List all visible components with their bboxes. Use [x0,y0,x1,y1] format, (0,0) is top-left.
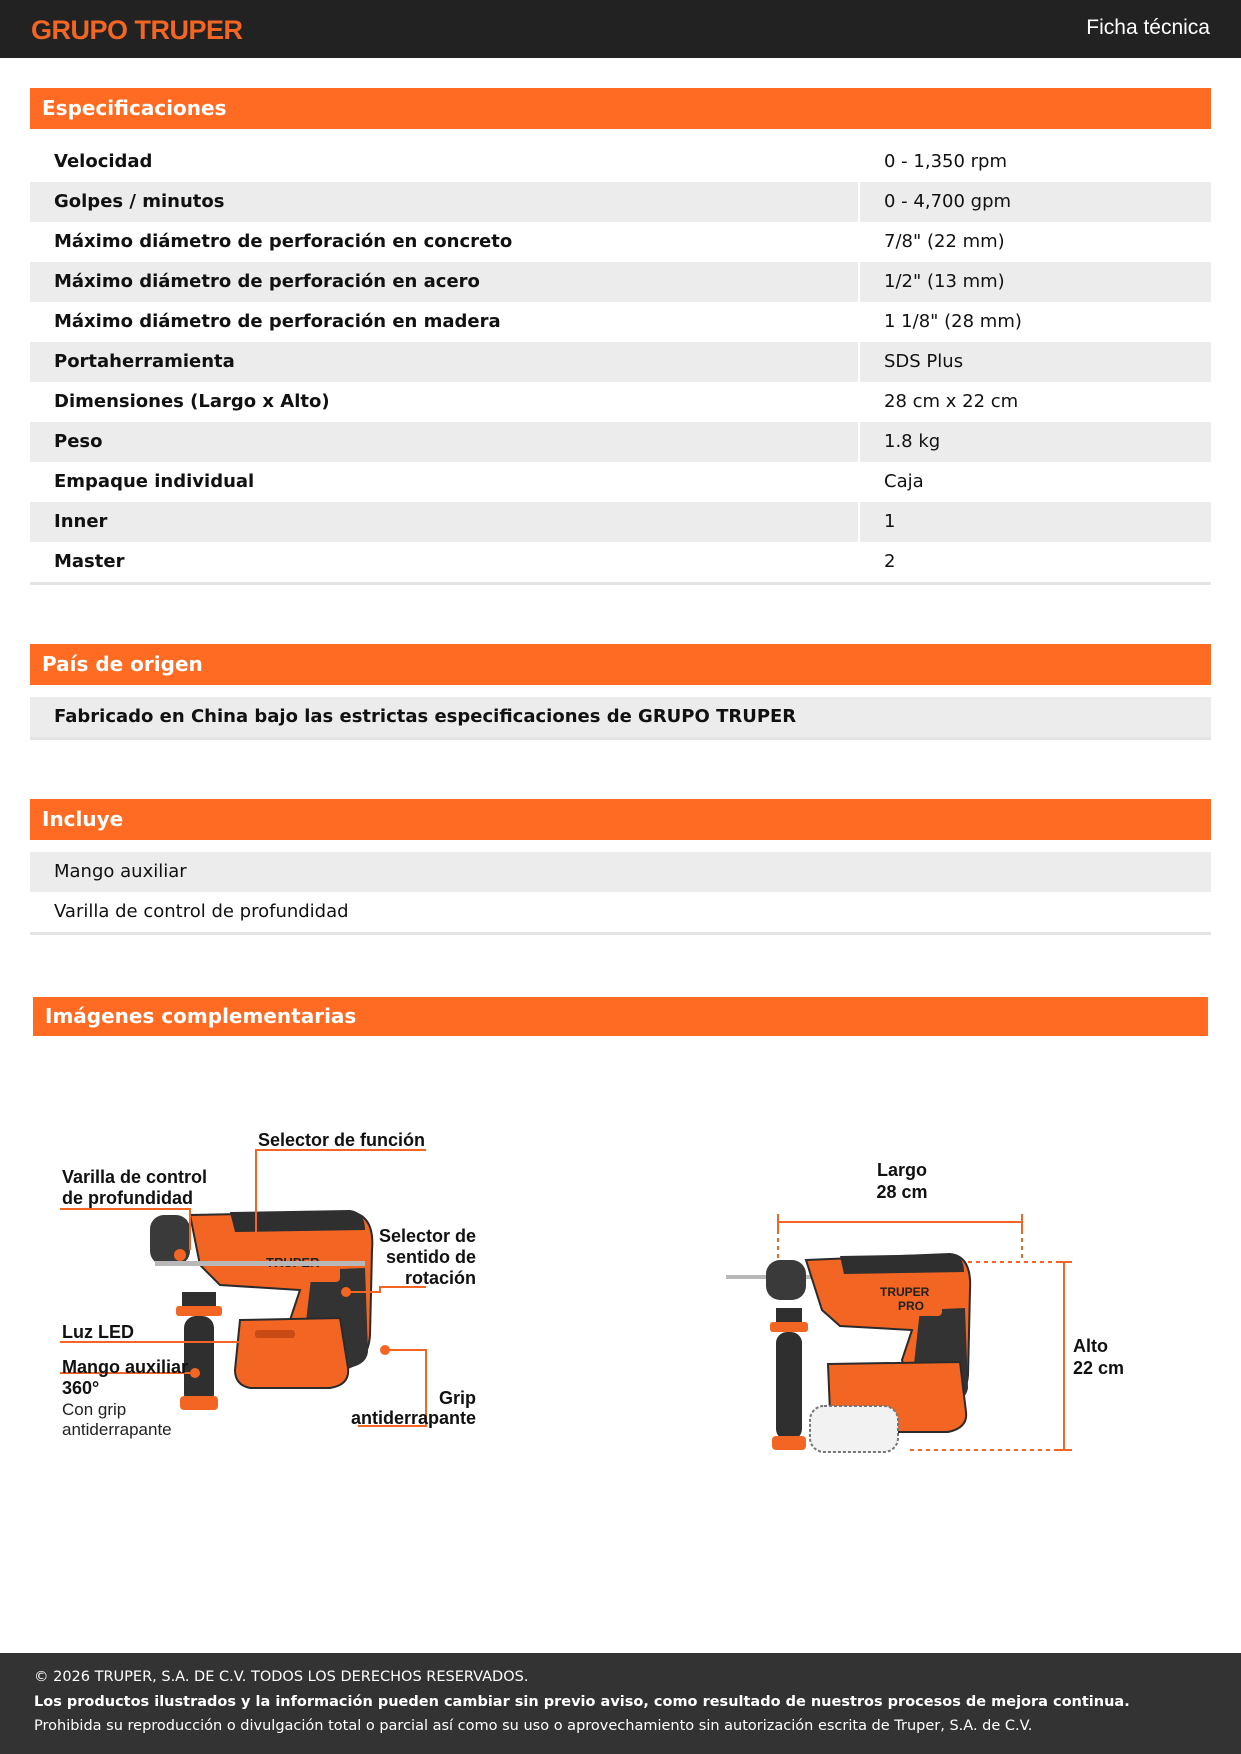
spec-label: Master [54,551,125,572]
spec-label: Portaherramienta [54,351,235,372]
spec-label: Máximo diámetro de perforación en madera [54,311,501,332]
rotary-hammer-illustration [150,1210,390,1410]
label-sentido-2: sentido de [385,1247,476,1267]
column-divider [858,342,860,382]
table-row [30,342,1211,382]
spec-value: SDS Plus [884,351,964,372]
label-mango-2: 360° [62,1378,100,1398]
table-row [30,422,1211,462]
spec-label: Empaque individual [54,471,255,492]
label-alto-value: 22 cm [1073,1358,1125,1378]
table-row [30,302,1211,342]
column-divider [858,182,860,222]
spec-value: 1 1/8" (28 mm) [884,311,1022,332]
origin-section-title: País de origen [42,652,203,676]
include-item: Varilla de control de profundidad [54,901,349,922]
table-row [30,222,1211,262]
label-luz-led: Luz LED [62,1322,134,1342]
footer-copyright: © 2026 TRUPER, S.A. DE C.V. TODOS LOS DERECHOS RESERVADOS. [34,1669,529,1685]
table-row [30,262,1211,302]
dimensions-diagram [680,1150,1125,1480]
includes-table [30,852,1211,935]
column-divider [858,422,860,462]
spec-value: 0 - 1,350 rpm [884,151,1008,172]
spec-label: Golpes / minutos [54,191,225,212]
label-selector-funcion: Selector de función [258,1130,426,1150]
label-alto: Alto [1073,1336,1108,1356]
list-item [30,892,1211,932]
spec-value: 1 [884,511,896,532]
spec-value: 0 - 4,700 gpm [884,191,1012,212]
origin-section-header [30,644,1211,685]
origin-text: Fabricado en China bajo las estrictas especificaciones de GRUPO TRUPER [54,706,797,727]
spec-label: Máximo diámetro de perforación en concreto [54,231,513,252]
specs-table [30,142,1211,585]
label-sentido-1: Selector de [378,1226,476,1246]
features-diagram [50,1120,570,1550]
table-row [30,542,1211,582]
label-grip-1: Grip [438,1388,476,1408]
drill-brand-label: TRUPER [880,1285,930,1299]
table-row [30,142,1211,182]
spec-label: Peso [54,431,103,452]
origin-table [30,697,1211,740]
table-row [30,462,1211,502]
label-largo-value: 28 cm [876,1182,928,1202]
list-item [30,852,1211,892]
drill-brand-sub-label: PRO [898,1299,925,1313]
column-divider [858,502,860,542]
spec-label: Dimensiones (Largo x Alto) [54,391,330,412]
footer-notice: Los productos ilustrados y la información pueden cambiar sin previo aviso, como resultado de nuestros procesos de mejora continua. [34,1694,1130,1710]
spec-value: 7/8" (22 mm) [884,231,1005,252]
table-row [30,502,1211,542]
label-largo: Largo [876,1160,928,1180]
specs-section-header [30,88,1211,129]
images-section-title: Imágenes complementarias [45,1004,357,1028]
table-row [30,697,1211,737]
document-title: Ficha técnica [1086,16,1210,39]
spec-label: Máximo diámetro de perforación en acero [54,271,480,292]
includes-section-title: Incluye [42,807,124,831]
column-divider [858,262,860,302]
label-varilla-2: de profundidad [62,1188,193,1208]
includes-section-header [30,799,1211,840]
label-grip-2: antiderrapante [350,1408,476,1428]
specs-section-title: Especificaciones [42,96,227,120]
include-item: Mango auxiliar [54,861,187,882]
spec-value: 1/2" (13 mm) [884,271,1005,292]
spec-label: Inner [54,511,108,532]
label-varilla-1: Varilla de control [62,1167,208,1187]
grupo-truper-logo: GRUPO TRUPER [31,15,243,45]
spec-value: Caja [884,471,924,492]
label-mango-4: antiderrapante [62,1420,172,1439]
complementary-images [30,1060,1211,1500]
footer-legal: Prohibida su reproducción o divulgación total o parcial así como su uso o aprovechamiento sin autorización escrita de Truper, S.A. de C.V. [34,1718,1033,1734]
rotary-hammer-side-illustration [726,1254,970,1452]
table-row [30,182,1211,222]
images-section-header [33,997,1208,1036]
spec-value: 1.8 kg [884,431,941,452]
table-row [30,382,1211,422]
label-sentido-3: rotación [404,1268,476,1288]
footer [0,1653,1241,1754]
spec-value: 28 cm x 22 cm [884,391,1019,412]
spec-label: Velocidad [54,151,153,172]
label-mango-1: Mango auxiliar [62,1357,189,1377]
spec-value: 2 [884,551,896,572]
label-mango-3: Con grip [62,1400,127,1419]
top-bar [0,0,1241,58]
